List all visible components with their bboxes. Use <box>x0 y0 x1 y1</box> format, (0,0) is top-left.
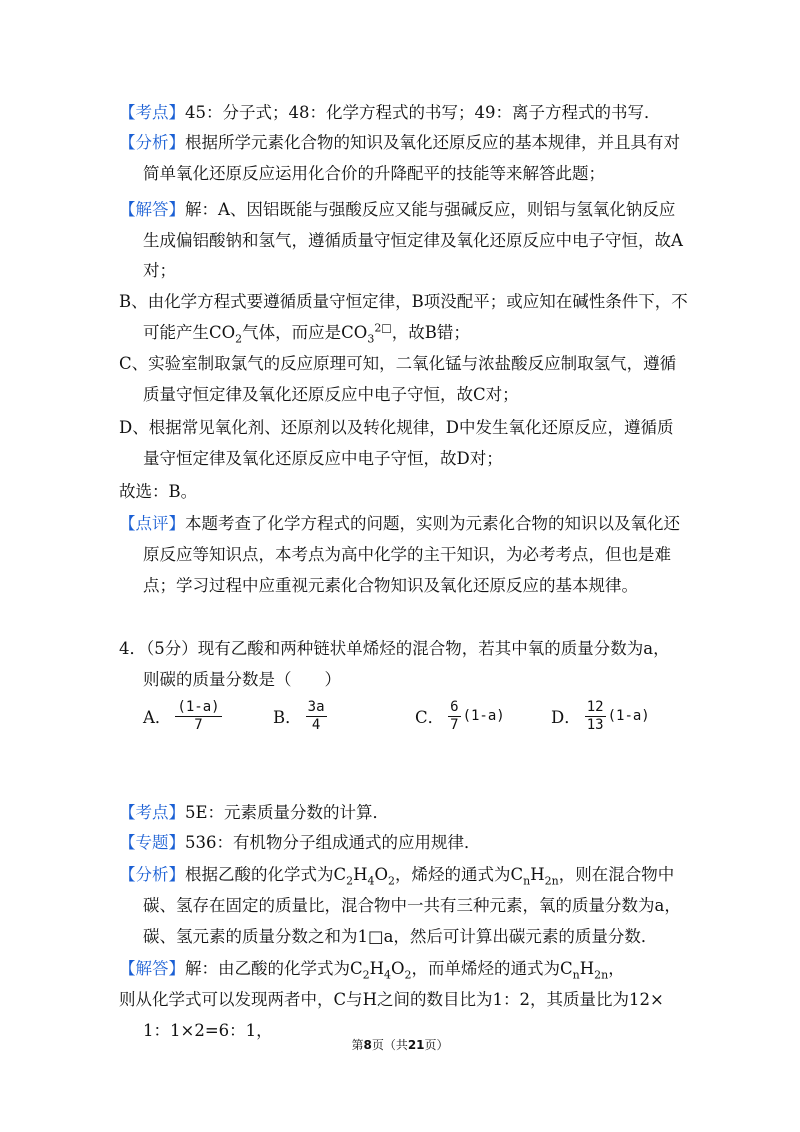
footer-page-number: 8 <box>363 1038 372 1052</box>
fenxi2-line-3: 碳、氢元素的质量分数之和为1□a，然后可计算出碳元素的质量分数． <box>143 927 658 946</box>
option-b <box>273 694 327 738</box>
question-4-line-2: 则碳的质量分数是（ ） <box>143 670 341 689</box>
jieda2-text-e: H <box>579 959 595 978</box>
sub-h4: 4 <box>367 874 375 888</box>
sub-c2-b: 2 <box>362 968 370 982</box>
b-text-b: 气体，而应是CO <box>242 323 368 342</box>
jieda2-text-a: 解：由乙酸的化学式为C <box>185 959 363 978</box>
page-footer <box>0 1036 800 1053</box>
option-c-letter: C． <box>415 708 445 727</box>
fenxi2-text-f: ，则在混合物中 <box>558 865 675 884</box>
footer-mid: 页（共 <box>371 1038 408 1052</box>
fenxi2-line-1 <box>119 864 674 886</box>
b-sub: 2 <box>235 332 243 346</box>
jieda2-text-b: H <box>369 959 385 978</box>
b-sub2: 3 <box>367 332 375 346</box>
fenxi-line-1 <box>119 132 680 154</box>
option-b-denominator: 4 <box>311 716 321 733</box>
fenxi-text: 根据所学元素化合物的知识及氧化还原反应的基本规律，并且具有对 <box>185 133 680 152</box>
sub-cn: n <box>523 874 531 888</box>
option-a-numerator: (1-a) <box>177 698 220 715</box>
option-a-fraction <box>175 699 221 734</box>
jieda2-text-c: O <box>391 959 405 978</box>
sub-h2n-b: 2n <box>594 968 609 982</box>
question-4-line-1: 4．（5分）现有乙酸和两种链状单烯烃的混合物，若其中氧的质量分数为a， <box>119 639 670 658</box>
footer-post: 页） <box>424 1038 449 1052</box>
fenxi2-text-c: O <box>374 865 389 884</box>
jieda2-text-d: ，而单烯烃的通式为C <box>411 959 573 978</box>
b-text-a: 可能产生CO <box>143 323 236 342</box>
option-d-fraction <box>585 699 606 734</box>
sub-cn-b: n <box>572 968 580 982</box>
option-a-letter: A． <box>143 708 172 727</box>
kaodian-text-2: 5E：元素质量分数的计算． <box>185 803 390 822</box>
kaodian-tag: 【考点】 <box>119 103 185 122</box>
option-b-numerator: 3a <box>307 698 325 715</box>
dianping-line-1 <box>119 513 680 535</box>
answer-options <box>143 694 663 738</box>
fenxi-line-2: 简单氧化还原反应运用化合价的升降配平的技能等来解答此题； <box>143 164 605 183</box>
option-d-numerator: 12 <box>586 698 604 715</box>
jieda-text: 解：A、因铝既能与强酸反应又能与强碱反应，则铝与氢氧化钠反应 <box>185 200 676 219</box>
jieda-line-1 <box>119 199 675 221</box>
fenxi2-text-a: 根据乙酸的化学式为C <box>185 865 347 884</box>
option-d-letter: D． <box>551 708 581 727</box>
kaodian-line-1 <box>119 102 661 124</box>
dianping-line-3: 点；学习过程中应重视元素化合物知识及氧化还原反应的基本规律。 <box>143 576 638 595</box>
option-b-line-1: B、由化学方程式要遵循质量守恒定律，B项没配平；或应知在碱性条件下，不 <box>119 292 688 311</box>
zhuanti-text: 536：有机物分子组成通式的应用规律． <box>185 833 481 852</box>
kaodian-text: 45：分子式；48：化学方程式的书写；49：离子方程式的书写． <box>185 103 661 122</box>
footer-pre: 第 <box>351 1038 364 1052</box>
kaodian-line-2 <box>119 802 389 824</box>
option-b-letter: B． <box>273 708 302 727</box>
option-b-line-2 <box>143 322 470 344</box>
sub-o2-b: 2 <box>404 968 412 982</box>
option-d-line-2: 量守恒定律及氧化还原反应中电子守恒，故D对； <box>143 449 503 468</box>
option-c-numerator: 6 <box>450 698 459 715</box>
fenxi2-text-d: ，烯烃的通式为C <box>395 865 524 884</box>
jieda2-line-3: 1：1×2=6：1， <box>143 1021 273 1040</box>
jieda2-line-1 <box>119 958 625 980</box>
zhuanti-line <box>119 832 481 854</box>
sub-c2: 2 <box>346 874 354 888</box>
option-c <box>415 694 505 738</box>
option-c-tail: (1-a) <box>462 708 505 724</box>
fenxi2-text-b: H <box>353 865 368 884</box>
sub-o2: 2 <box>388 874 396 888</box>
jieda-line-3: 对； <box>143 261 176 280</box>
jieda-tag-2: 【解答】 <box>119 959 185 978</box>
option-d-tail: (1-a) <box>607 708 650 724</box>
jieda2-text-f: ， <box>608 959 625 978</box>
answer-line: 故选：B。 <box>119 482 198 501</box>
fenxi-tag-2: 【分析】 <box>119 865 185 884</box>
dianping-line-2: 原反应等知识点，本考点为高中化学的主干知识，为必考考点，但也是难 <box>143 545 671 564</box>
jieda-tag: 【解答】 <box>119 200 185 219</box>
fenxi-tag: 【分析】 <box>119 133 185 152</box>
option-c-line-1: C、实验室制取氯气的反应原理可知，二氧化锰与浓盐酸反应制取氢气，遵循 <box>119 354 677 373</box>
jieda2-line-2: 则从化学式可以发现两者中，C与H之间的数目比为1：2，其质量比为12× <box>119 990 664 1009</box>
sub-h4-b: 4 <box>384 968 392 982</box>
option-d-line-1: D、根据常见氧化剂、还原剂以及转化规律，D中发生氧化还原反应，遵循质 <box>119 418 674 437</box>
b-text-c: ，故B错； <box>391 323 470 342</box>
fenxi2-line-2: 碳、氢存在固定的质量比，混合物中一共有三种元素，氧的质量分数为a， <box>143 896 681 915</box>
option-d-denominator: 13 <box>586 716 604 733</box>
fenxi2-text-e: H <box>530 865 545 884</box>
footer-total-pages: 21 <box>407 1038 425 1052</box>
zhuanti-tag: 【专题】 <box>119 833 185 852</box>
sub-h2n: 2n <box>544 874 559 888</box>
option-c-denominator: 7 <box>450 716 459 733</box>
option-a-denominator: 7 <box>194 716 203 733</box>
dianping-tag: 【点评】 <box>119 514 185 533</box>
kaodian-tag-2: 【考点】 <box>119 803 185 822</box>
option-c-line-2: 质量守恒定律及氧化还原反应中电子守恒，故C对； <box>143 385 519 404</box>
option-c-fraction <box>448 699 460 734</box>
b-sup: 2□ <box>374 321 392 335</box>
jieda-line-2: 生成偏铝酸钠和氢气，遵循质量守恒定律及氧化还原反应中电子守恒，故A <box>143 231 683 250</box>
dianping-text: 本题考查了化学方程式的问题，实则为元素化合物的知识以及氧化还 <box>185 514 680 533</box>
option-d <box>551 694 650 738</box>
option-a <box>143 694 222 738</box>
option-b-fraction <box>306 699 327 734</box>
